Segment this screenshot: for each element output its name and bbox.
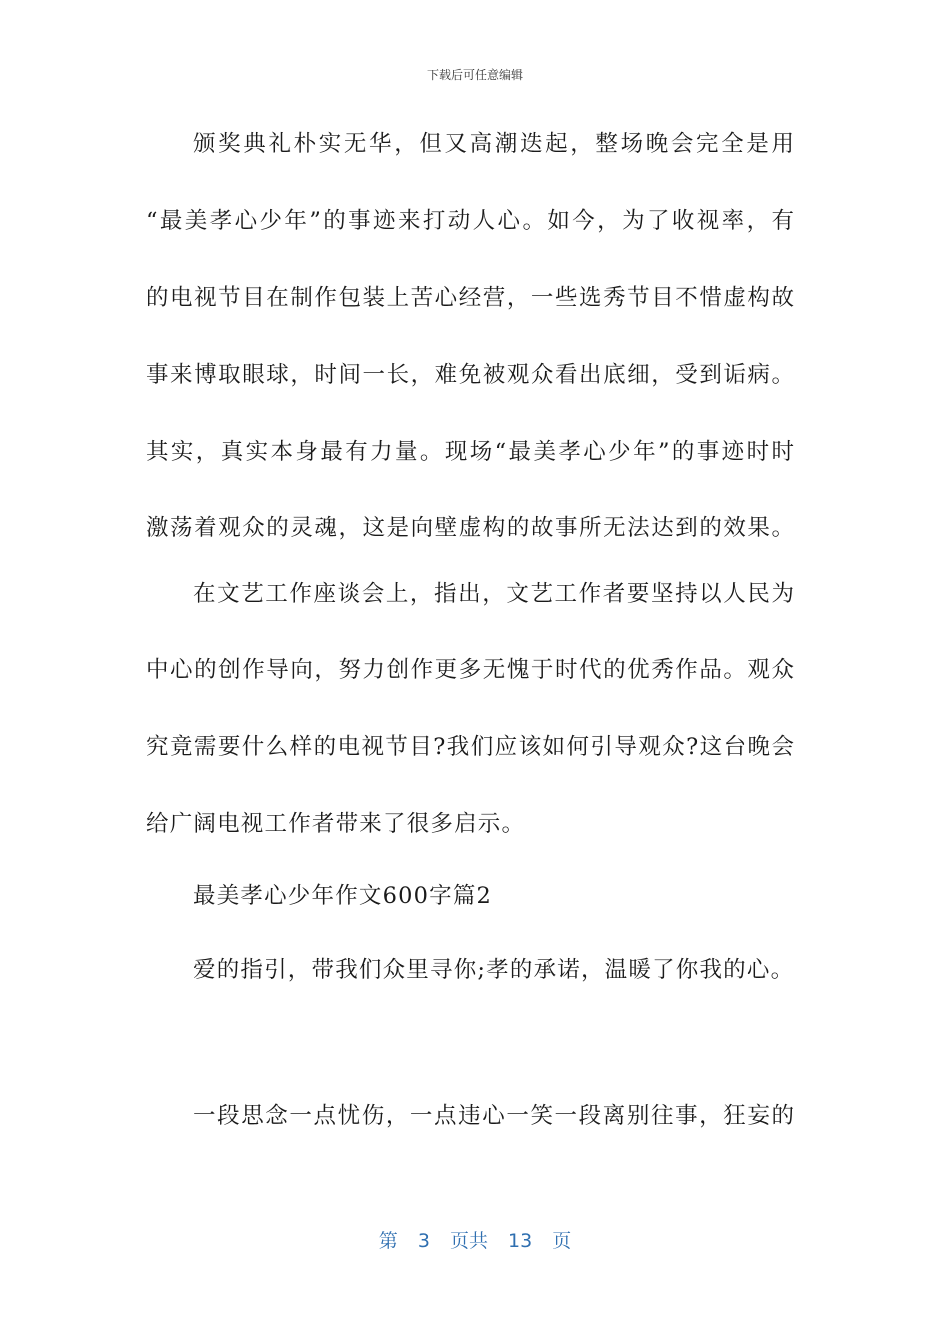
paragraph-line: 在文艺工作座谈会上，指出，文艺工作者要坚持以人民为 <box>193 581 794 607</box>
paragraph-line: 给广阔电视工作者带来了很多启示。 <box>146 811 526 837</box>
paragraph-line: 激荡着观众的灵魂，这是向壁虚构的故事所无法达到的效果。 <box>146 515 794 541</box>
paragraph-line: “最美孝心少年”的事迹来打动人心。如今，为了收视率，有 <box>146 208 794 234</box>
paragraph-line: 究竟需要什么样的电视节目?我们应该如何引导观众?这台晚会 <box>146 734 794 760</box>
paragraph-line: 其实，真实本身最有力量。现场“最美孝心少年”的事迹时时 <box>146 439 794 465</box>
paragraph-line: 爱的指引，带我们众里寻你;孝的承诺，温暖了你我的心。 <box>193 957 795 983</box>
paragraph-line: 事来博取眼球，时间一长，难免被观众看出底细，受到诟病。 <box>146 362 794 388</box>
paragraph-line: 颁奖典礼朴实无华，但又高潮迭起，整场晚会完全是用 <box>193 131 794 157</box>
paragraph-line: 中心的创作导向，努力创作更多无愧于时代的优秀作品。观众 <box>146 657 794 683</box>
header-note: 下载后可任意编辑 <box>426 68 523 82</box>
section-heading: 最美孝心少年作文600字篇2 <box>193 883 493 909</box>
paragraph-line: 的电视节目在制作包装上苦心经营，一些选秀节目不惜虚构故 <box>146 285 794 311</box>
page-number: 第 3 页共 13 页 <box>378 1230 572 1252</box>
paragraph-line: 一段思念一点忧伤，一点违心一笑一段离别往事，狂妄的 <box>193 1103 794 1129</box>
